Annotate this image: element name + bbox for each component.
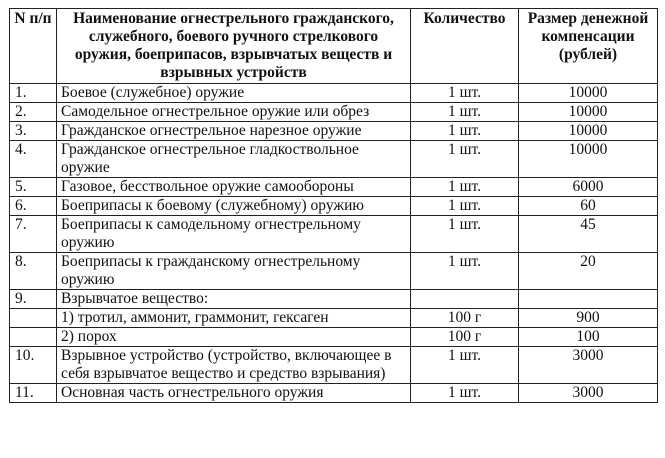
header-amount: Размер денежной компенсации (рублей) bbox=[519, 9, 658, 84]
table-row bbox=[10, 197, 658, 216]
row-amount: 10000 bbox=[519, 141, 658, 178]
compensation-table bbox=[9, 8, 658, 403]
row-qty: 1 шт. bbox=[411, 103, 519, 122]
row-name: Взрывчатое вещество: bbox=[57, 290, 411, 309]
row-name: 2) порох bbox=[57, 328, 411, 347]
row-name: Газовое, бесствольное оружие самообороны bbox=[57, 178, 411, 197]
row-amount: 10000 bbox=[519, 84, 658, 103]
row-amount: 60 bbox=[519, 197, 658, 216]
row-qty: 1 шт. bbox=[411, 84, 519, 103]
row-name: Боевое (служебное) оружие bbox=[57, 84, 411, 103]
table-row bbox=[10, 253, 658, 290]
row-amount: 3000 bbox=[519, 384, 658, 403]
row-amount: 20 bbox=[519, 253, 658, 290]
row-amount: 6000 bbox=[519, 178, 658, 197]
row-name: Самодельное огнестрельное оружие или обрез bbox=[57, 103, 411, 122]
row-num: 2. bbox=[10, 103, 57, 122]
table-row bbox=[10, 141, 658, 178]
table-row bbox=[10, 103, 658, 122]
row-qty: 1 шт. bbox=[411, 384, 519, 403]
header-name: Наименование огнестрельного гражданского, служебного, боевого ручного стрелкового оружия, боеприпасов, взрывчатых веществ и взрывных устройств bbox=[57, 9, 411, 84]
row-qty: 100 г bbox=[411, 328, 519, 347]
row-amount: 10000 bbox=[519, 122, 658, 141]
row-name: 1) тротил, аммонит, граммонит, гексаген bbox=[57, 309, 411, 328]
row-num: 11. bbox=[10, 384, 57, 403]
row-qty: 1 шт. bbox=[411, 141, 519, 178]
row-name: Боеприпасы к гражданскому огнестрельному оружию bbox=[57, 253, 411, 290]
row-name: Гражданское огнестрельное гладкоствольное оружие bbox=[57, 141, 411, 178]
table-row bbox=[10, 328, 658, 347]
row-qty: 1 шт. bbox=[411, 253, 519, 290]
table-row bbox=[10, 84, 658, 103]
row-amount: 900 bbox=[519, 309, 658, 328]
table-row bbox=[10, 122, 658, 141]
row-num bbox=[10, 309, 57, 328]
row-name: Основная часть огнестрельного оружия bbox=[57, 384, 411, 403]
row-amount: 10000 bbox=[519, 103, 658, 122]
row-num: 9. bbox=[10, 290, 57, 309]
row-num: 3. bbox=[10, 122, 57, 141]
header-num: N п/п bbox=[10, 9, 57, 84]
row-name: Боеприпасы к самодельному огнестрельному оружию bbox=[57, 216, 411, 253]
row-amount bbox=[519, 290, 658, 309]
row-qty: 1 шт. bbox=[411, 347, 519, 384]
table-row bbox=[10, 347, 658, 384]
row-qty bbox=[411, 290, 519, 309]
row-amount: 45 bbox=[519, 216, 658, 253]
row-num: 6. bbox=[10, 197, 57, 216]
row-qty: 100 г bbox=[411, 309, 519, 328]
row-qty: 1 шт. bbox=[411, 216, 519, 253]
row-qty: 1 шт. bbox=[411, 122, 519, 141]
row-name: Гражданское огнестрельное нарезное оружие bbox=[57, 122, 411, 141]
row-num: 1. bbox=[10, 84, 57, 103]
row-num: 10. bbox=[10, 347, 57, 384]
header-qty: Количество bbox=[411, 9, 519, 84]
row-num: 7. bbox=[10, 216, 57, 253]
table-row bbox=[10, 309, 658, 328]
row-num: 8. bbox=[10, 253, 57, 290]
row-name: Взрывное устройство (устройство, включающее в себя взрывчатое вещество и средство взрывания) bbox=[57, 347, 411, 384]
table-row bbox=[10, 216, 658, 253]
row-name: Боеприпасы к боевому (служебному) оружию bbox=[57, 197, 411, 216]
table-header-row bbox=[10, 9, 658, 84]
row-amount: 100 bbox=[519, 328, 658, 347]
row-amount: 3000 bbox=[519, 347, 658, 384]
table-row bbox=[10, 290, 658, 309]
row-qty: 1 шт. bbox=[411, 178, 519, 197]
table-row bbox=[10, 384, 658, 403]
row-qty: 1 шт. bbox=[411, 197, 519, 216]
row-num: 5. bbox=[10, 178, 57, 197]
table-row bbox=[10, 178, 658, 197]
row-num: 4. bbox=[10, 141, 57, 178]
row-num bbox=[10, 328, 57, 347]
